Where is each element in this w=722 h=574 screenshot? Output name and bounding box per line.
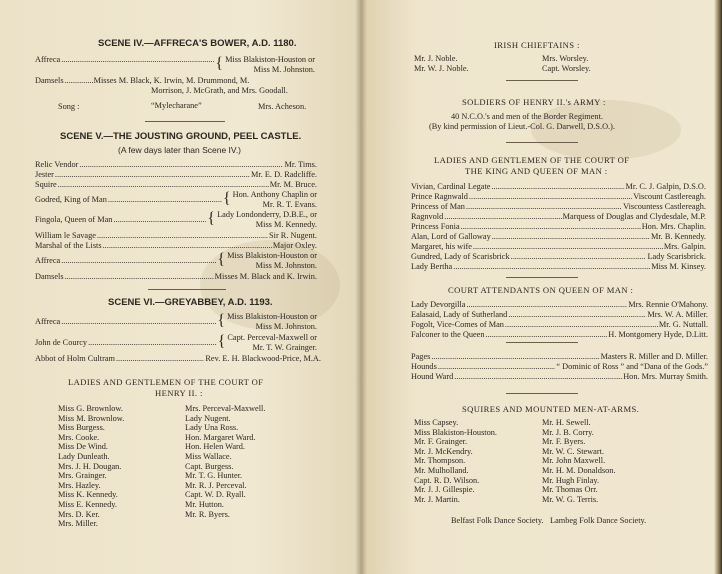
list-item: Mr. H. Sewell.	[542, 418, 591, 427]
list-item: Mr. Thompson.	[414, 456, 466, 466]
cast-row	[411, 320, 708, 330]
squire-row: Squire ..... Mr. M. Bruce.	[35, 180, 317, 190]
actor-name: Marquess of Douglas and Clydesdale, M.P.	[562, 212, 706, 221]
right-page	[361, 0, 722, 574]
divider	[506, 393, 578, 394]
court-henry-heading-2: HENRY II. :	[155, 388, 203, 398]
list-item: Mrs. Grainger.	[58, 471, 107, 481]
john-de-courcy-row: John de Courcy ..... { Capt. Perceval-Maxwell or Mr. T. W. Grainger.	[35, 333, 317, 352]
list-item: Mr. W. G. Terris.	[542, 494, 599, 504]
list-item: Hon. Margaret Ward.	[185, 432, 256, 442]
list-item: Mr. J. McKendry.	[414, 446, 473, 456]
cast-row	[411, 182, 706, 192]
list-item: Mr. R. Byers.	[185, 509, 230, 519]
list-item: Mr. W. J. Noble.	[414, 63, 469, 73]
irish-heading: IRISH CHIEFTAINS :	[494, 40, 580, 50]
court-attendants-heading: COURT ATTENDANTS ON QUEEN OF MAN :	[448, 285, 634, 295]
role-name: Margaret, his wife	[411, 242, 472, 251]
list-item: Miss Burgess.	[58, 423, 105, 433]
actor-name: Masters R. Miller and D. Miller.	[600, 352, 708, 361]
squires-col1	[414, 418, 497, 504]
court-henry-heading-1: LADIES AND GENTLEMEN OF THE COURT OF	[68, 377, 264, 387]
role-name: Alan, Lord of Galloway	[411, 232, 491, 241]
list-item: Mr. F. Byers.	[542, 437, 586, 447]
list-item: Mrs. J. H. Dougan.	[58, 461, 122, 471]
list-item: Mrs. Miller.	[58, 519, 98, 529]
divider	[506, 80, 578, 81]
leader-dots	[492, 232, 650, 242]
scene5-damsels-row: Damsels ..... Misses M. Black and K. Irwin.	[35, 272, 317, 282]
role-name: Fogolt, Vice-Comes of Man	[411, 320, 504, 329]
court-man-heading-1: LADIES AND GENTLEMEN OF THE COURT OF	[434, 155, 630, 165]
actor-name: Miss M. Kinsey.	[651, 262, 706, 271]
leader-dots	[505, 320, 658, 330]
leader-dots	[453, 262, 650, 272]
list-item: Mr. J. Martin.	[414, 494, 460, 504]
list-item: Mrs. Worsley.	[542, 54, 589, 63]
relic-vendor-row: Relic Vendor ..... Mr. Tims.	[35, 160, 317, 170]
list-item: Miss E. Kennedy.	[58, 499, 117, 509]
list-item: Mr. W. C. Stewart.	[542, 446, 604, 456]
role-name: Gundred, Lady of Scarisbrick	[411, 252, 510, 261]
list-item: Lady Dunleath.	[58, 451, 110, 461]
role-name: Princess Fonia	[411, 222, 460, 231]
cast-row	[411, 300, 708, 310]
leader-dots	[486, 330, 608, 340]
list-item: Mr. T. G. Hunter.	[185, 471, 243, 481]
cast-row	[411, 202, 706, 212]
actor-name: Mr. C. J. Galpin, D.S.O.	[625, 182, 706, 191]
actor-name: Mr. B. Kennedy.	[651, 232, 706, 241]
irish-col1	[414, 54, 469, 73]
song-title: “Mylecharane”	[151, 101, 202, 110]
squires-col2	[542, 418, 616, 504]
song-label: Song :	[58, 102, 80, 111]
scene5-heading: SCENE V.—THE JOUSTING GROUND, PEEL CASTLE.	[60, 131, 302, 142]
list-item: Mr. John Maxwell.	[542, 456, 606, 466]
actor-name: “ Dominic of Ross ” and “Dana of the Gods.”	[556, 362, 708, 371]
leader-dots	[438, 362, 556, 372]
divider	[148, 289, 226, 290]
actor-name: H. Montgomery Hyde, D.Litt.	[608, 330, 708, 339]
list-item: Miss K. Kennedy.	[58, 490, 118, 500]
list-item: Miss G. Brownlow.	[58, 404, 123, 413]
role-name: Lady Bertha	[411, 262, 453, 271]
role-name: Lady Devorgilla	[411, 300, 466, 309]
song-singer: Mrs. Acheson.	[258, 102, 307, 111]
scene4-affreca-row: Affreca ..... { Miss Blakiston-Houston or Miss M. Johnston.	[35, 55, 315, 74]
list-item: Lady Una Ross.	[185, 423, 239, 433]
scene5-subheading: (A few days later than Scene IV.)	[118, 145, 242, 155]
fingola-row: Fingola, Queen of Man ..... { Lady Londonderry, D.B.E., or Miss M. Kennedy.	[35, 210, 317, 229]
list-item: Miss M. Brownlow.	[58, 413, 125, 423]
cast-row	[411, 232, 706, 242]
court-man-heading-2: THE KING AND QUEEN OF MAN :	[465, 166, 608, 176]
list-item: Mr. J. Noble.	[414, 54, 458, 63]
divider	[506, 142, 578, 143]
leader-dots	[444, 212, 561, 222]
soldiers-line1: 40 N.C.O.'s and men of the Border Regiment.	[451, 112, 603, 121]
william-row: William le Savage ..... Sir R. Nugent.	[35, 231, 317, 241]
scene6-heading: SCENE VI.—GREYABBEY, A.D. 1193.	[108, 297, 273, 308]
footer-lambeg: Lambeg Folk Dance Society.	[550, 516, 647, 525]
divider	[506, 342, 578, 343]
cast-row	[411, 242, 706, 252]
role-name: Princess of Man	[411, 202, 465, 211]
leader-dots	[508, 310, 646, 320]
list-item: Miss Wallace.	[185, 451, 232, 461]
cast-row	[411, 310, 708, 320]
soldiers-line2: (By kind permission of Lieut.-Col. G. Darwell, D.S.O.).	[429, 122, 615, 131]
role-name: Hounds	[411, 362, 437, 371]
cast-row	[411, 252, 706, 262]
role-name: Ealasaid, Lady of Sutherland	[411, 310, 508, 319]
list-item: Mr. R. J. Perceval.	[185, 480, 247, 490]
scene4-damsels-row: Damsels ..... Misses M. Black, K. Irwin, M. Drummond, M.	[35, 76, 315, 86]
cast-row	[411, 192, 706, 202]
divider	[145, 121, 225, 122]
marshal-row: Marshal of the Lists ..... Major Oxley.	[35, 241, 317, 251]
role-name: Vivian, Cardinal Legate	[411, 182, 491, 191]
page-edge	[714, 0, 722, 574]
leader-dots	[466, 202, 622, 212]
cast-row	[411, 262, 706, 272]
list-item: Mrs. Hazley.	[58, 480, 101, 490]
leader-dots	[491, 182, 624, 192]
list-item: Miss Capsey.	[414, 418, 459, 427]
list-item: Mr. Hugh Finlay.	[542, 475, 600, 485]
list-item: Mrs. Cooke.	[58, 432, 100, 442]
cast-row	[411, 362, 708, 372]
leader-dots	[473, 242, 663, 252]
list-item: Mr. Mulholland.	[414, 465, 469, 475]
scene4-heading: SCENE IV.—AFFRECA'S BOWER, A.D. 1180.	[98, 38, 297, 49]
role-name: Pages	[411, 352, 431, 361]
actor-name: Mrs. W. A. Miller.	[647, 310, 708, 319]
abbot-row: Abbot of Holm Cultram ..... Rev. E. H. Blackwood-Price, M.A.	[35, 354, 321, 364]
godred-row: Godred, King of Man ..... { Hon. Anthony Chaplin or Mr. R. T. Evans.	[35, 190, 317, 209]
actor-name: Lady Scarisbrick.	[647, 252, 706, 261]
role-name: Ragnvold	[411, 212, 444, 221]
squires-heading: SQUIRES AND MOUNTED MEN-AT-ARMS.	[462, 404, 640, 414]
court-henry-col1	[58, 404, 124, 529]
role-name: Hound Ward	[411, 372, 454, 381]
list-item: Mr. H. M. Donaldson.	[542, 465, 616, 475]
leader-dots	[461, 222, 641, 232]
cast-row	[411, 372, 708, 382]
actor-name: Mr. G. Nuttall.	[658, 320, 708, 329]
list-item: Lady Nugent.	[185, 413, 231, 423]
cast-row	[411, 222, 706, 232]
leader-dots	[466, 300, 627, 310]
actor-name: Hon. Mrs. Murray Smith.	[623, 372, 708, 381]
list-item: Mr. J. J. Gillespie.	[414, 485, 475, 495]
list-item: Miss De Wind.	[58, 442, 108, 452]
irish-col2	[542, 54, 591, 73]
jester-row: Jester ..... Mr. E. D. Radcliffe.	[35, 170, 317, 180]
soldiers-heading: SOLDIERS OF HENRY II.'s ARMY :	[462, 97, 606, 107]
actor-name: Viscountess Castlereagh.	[623, 202, 706, 211]
cast-row	[411, 212, 706, 222]
leader-dots	[454, 372, 622, 382]
role-name: Prince Ragnwald	[411, 192, 468, 201]
cast-row	[411, 330, 708, 340]
actor-name: Viscount Castlereagh.	[633, 192, 706, 201]
scene5-affreca-row: Affreca ..... { Miss Blakiston-Houston or Miss M. Johnston.	[35, 251, 317, 270]
book-gutter	[355, 0, 367, 574]
footer-belfast: Belfast Folk Dance Society.	[451, 516, 544, 525]
list-item: Hon. Helen Ward.	[185, 442, 246, 452]
list-item: Mr. F. Grainger.	[414, 437, 468, 447]
leader-dots	[511, 252, 647, 262]
role-name: Falconer to the Queen	[411, 330, 485, 339]
list-item: Mrs. D. Ker.	[58, 509, 100, 519]
leader-dots	[469, 192, 632, 202]
actor-name: Hon. Mrs. Chaplin.	[641, 222, 706, 231]
list-item: Capt. R. D. Wilson.	[414, 475, 480, 485]
divider	[506, 277, 578, 278]
list-item: Capt. Worsley.	[542, 63, 591, 73]
cast-row	[411, 352, 708, 362]
scene6-affreca-row: Affreca ..... { Miss Blakiston-Houston or Miss M. Johnston.	[35, 312, 317, 331]
list-item: Mr. Thomas Orr.	[542, 485, 598, 495]
list-item: Mr. Hutton.	[185, 499, 224, 509]
court-henry-col2	[185, 404, 265, 519]
list-item: Capt. W. D. Ryall.	[185, 490, 246, 500]
list-item: Miss Blakiston-Houston.	[414, 427, 497, 437]
list-item: Capt. Burgess.	[185, 461, 234, 471]
actor-name: Mrs. Rennie O'Mahony.	[628, 300, 708, 309]
actor-name: Mrs. Galpin.	[663, 242, 706, 251]
leader-dots	[431, 352, 599, 362]
scene4-damsels-line2: Morrison, J. McGrath, and Mrs. Goodall.	[151, 86, 288, 95]
list-item: Mr. J. B. Corry.	[542, 427, 594, 437]
list-item: Mrs. Perceval-Maxwell.	[185, 404, 266, 413]
